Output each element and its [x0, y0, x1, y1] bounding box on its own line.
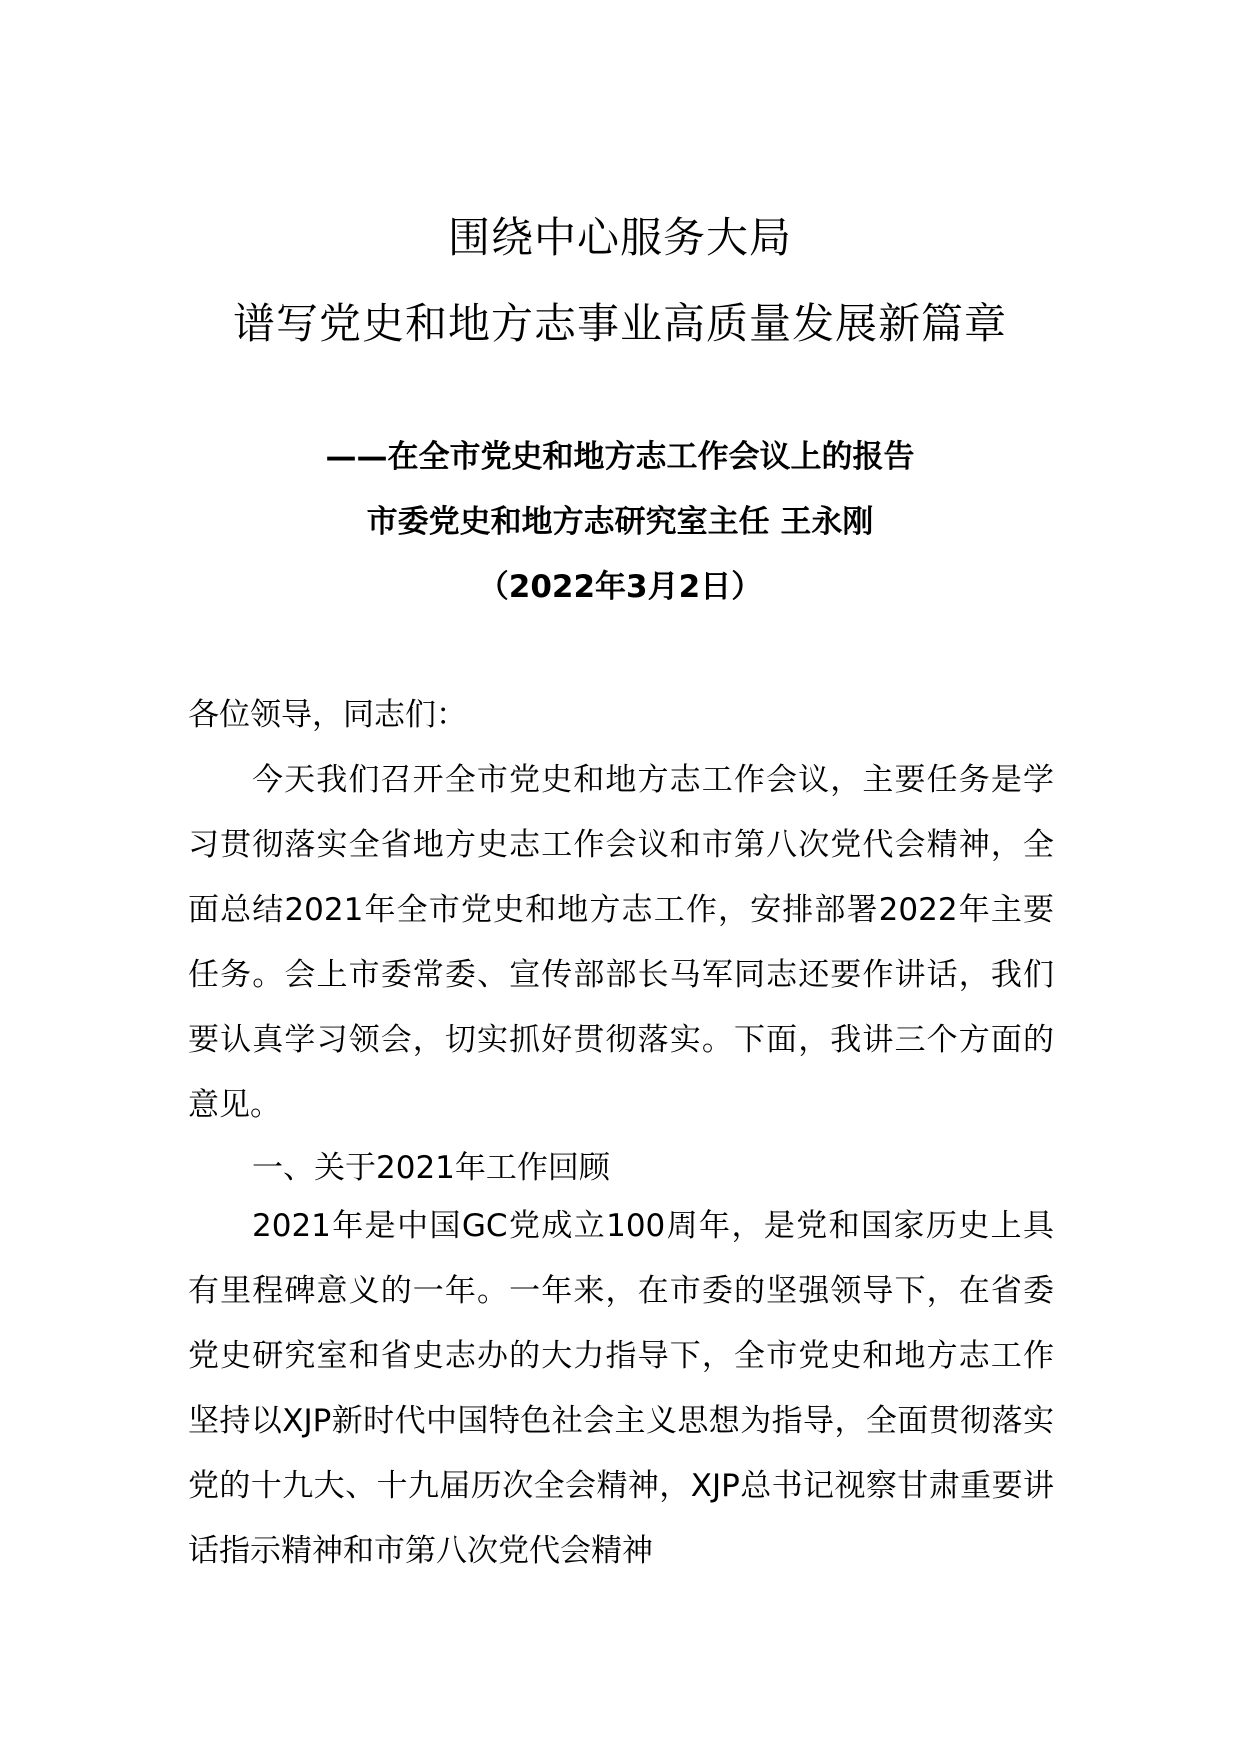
section-heading-1: 一、关于2021年工作回顾 [252, 1150, 610, 1186]
speaker-line: 市委党史和地方志研究室主任 王永刚 [366, 504, 874, 540]
date-line: （2022年3月2日） [477, 569, 763, 605]
salutation: 各位领导，同志们： [188, 697, 467, 733]
paragraph-review: 2021年是中国GC党成立100周年，是党和国家历史上具有里程碑意义的一年。一年来，在市委的坚强领导下，在省委党史研究室和省史志办的大力指导下，全市党史和地方志工作坚持以XJP新时代中国特色社会主义思想为指导，全面贯彻落实党的十九大、十九届历次全会精神，XJP总书记视察甘肃重要讲话指示精神和市第八次党代会精神 [188, 1208, 1054, 1569]
title-line-2: 谱写党史和地方志事业高质量发展新篇章 [232, 299, 1007, 348]
paragraph-intro: 今天我们召开全市党史和地方志工作会议，主要任务是学习贯彻落实全省地方史志工作会议和市第八次党代会精神，全面总结2021年全市党史和地方志工作，安排部署2022年主要任务。会上市委常委、宣传部部长马军同志还要作讲话，我们要认真学习领会，切实抓好贯彻落实。下面，我讲三个方面的意见。 [188, 762, 1054, 1123]
title-line-1: 围绕中心服务大局 [447, 213, 792, 262]
report-subtitle: ——在全市党史和地方志工作会议上的报告 [325, 439, 915, 475]
